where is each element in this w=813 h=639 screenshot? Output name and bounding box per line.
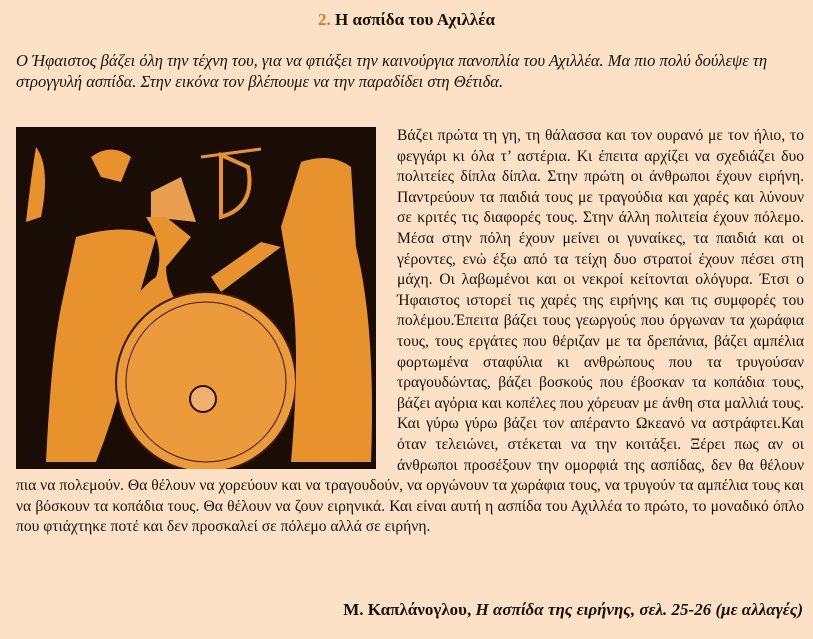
citation-author: Μ. Καπλάνογλου, [343,600,472,619]
story-text: Βάζει πρώτα τη γη, τη θάλασσα και τον ουρανό με τον ήλιο, το φεγγάρι κι όλα τ’ αστέρια. Κι έπειτα αρχίζει να σχεδιάζει δυο πολιτείες δίπλα δίπλα. Στην πρώτη οι άνθρωποι έχουν ειρήνη. Παντρεύουν τα παιδιά τους με τραγούδια και χαρές και λύνουν σε κριτές τις διαφορές τους. Στην άλλη πολιτεία έχουν πόλεμο. Μέσα στην πόλη έχουν μείνει οι γυναίκες, τα παιδιά και οι γέροντες, ενώ έξω από τα τείχη δυο στρατοί έχουν πέσει στη μάχη. Οι λαβωμένοι και οι νεκροί κείτονται ολόγυρα. Έτσι ο Ήφαιστος ιστορεί τις χαρές της ειρήνης και τις συμφορές του πολέμου.Έπειτα βάζει τους γεωργούς που όργωναν τα χωράφια τους, τους εργάτες που θέριζαν με τα δρεπάνια, βάζει αμπέλια φορτωμένα σταφύλια κι ανθρώπους που τα τρυγούσαν τραγουδώντας, βάζει βοσκούς που έβοσκαν τα κοπάδια τους, βάζει αγόρια και κοπέλες που χόρευαν με άνθη στα μαλλιά τους. Και γύρω γύρω βάζει τον απέραντο Ωκεανό να αστράφτει.Και όταν τελειώνει, στέκεται να την κοιτάξει. Ξέρει πως αν οι άνθρωποι προσέξουν την ομορφιά της ασπίδας, δεν θα θέλουν πια να πολεμούν. Θα θέλουν να χορεύουν και να τραγουδούν, να οργώνουν τα χωράφια τους, να τρυγούν τα αμπέλια τους και να βόσκουν τα κοπάδια τους. Θα θέλουν να ζουν ειρηνικά. Και είναι αυτή η ασπίδα του Αχιλλέα το πρώτο, το μοναδικό όπλο που φτιάχτηκε ποτέ και δεν προσκαλεί σε πόλεμο αλλά σε ειρήνη. [16,127,804,536]
section-title-text: Η ασπίδα του Αχιλλέα [334,10,495,29]
section-number: 2. [317,10,331,29]
story-block [16,126,804,538]
intro-paragraph: Ο Ήφαιστος βάζει όλη την τέχνη του, για να φτιάξει την καινούργια πανοπλία του Αχιλλέα. Μα πιο πολύ δούλεψε τη στρογγυλή ασπίδα. Στην εικόνα τον βλέπουμε να την παραδίδει στη Θέτιδα. [16,51,768,91]
citation [343,600,803,620]
section-title [0,10,813,30]
citation-pages: σελ. 25-26 (με αλλαγές) [639,600,803,619]
vase-painting-image [16,127,376,469]
citation-work: Η ασπίδα της ειρήνης, [475,600,636,619]
